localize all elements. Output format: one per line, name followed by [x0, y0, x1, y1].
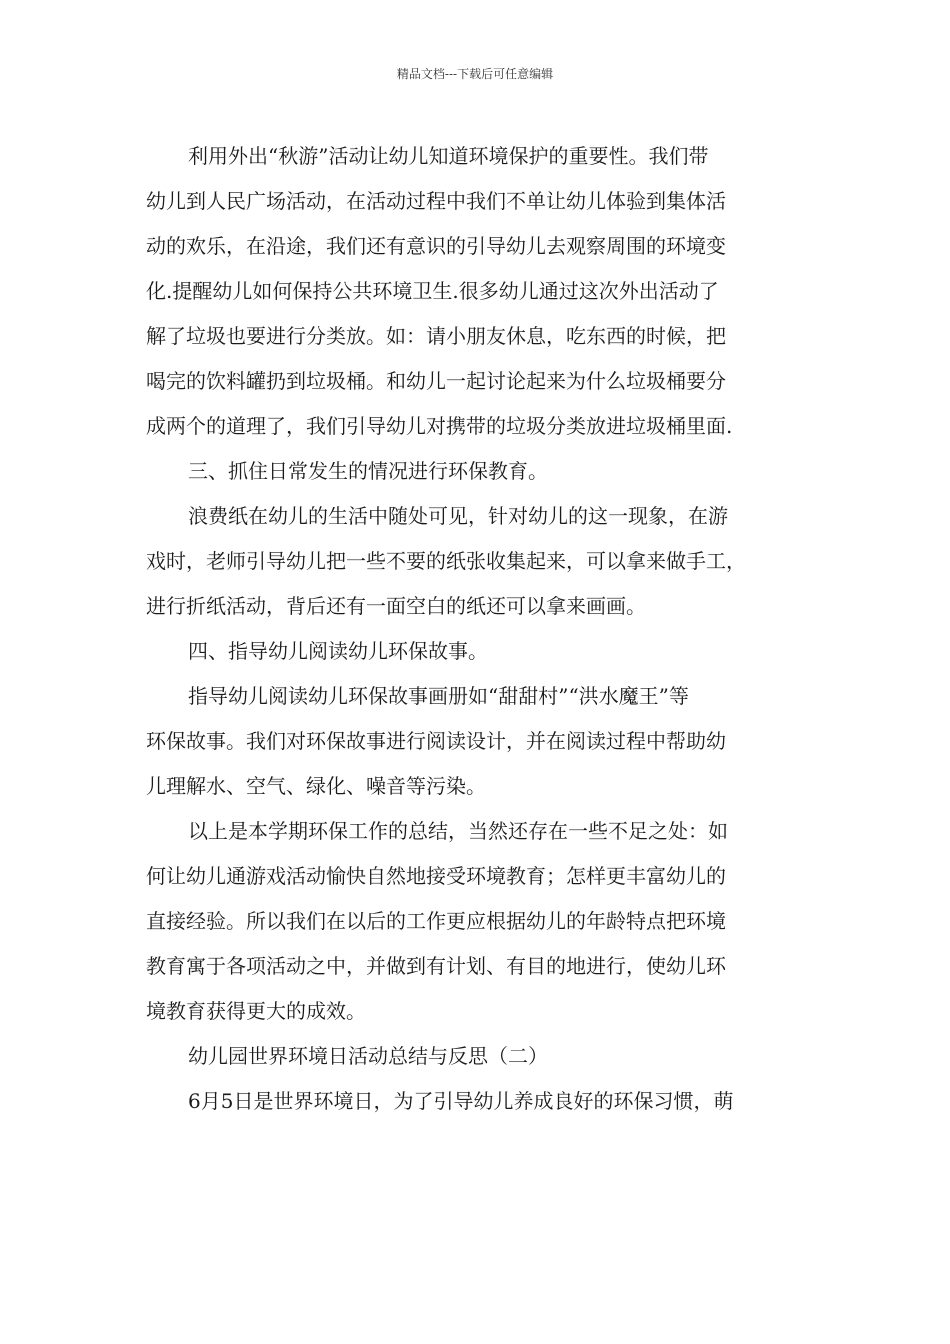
text-line: 儿理解水、空气、绿化、噪音等污染。 — [146, 774, 486, 798]
text-line: 喝完的饮料罐扔到垃圾桶。和幼儿一起讨论起来为什么垃圾桶要分 — [146, 369, 726, 393]
text-line: 动的欢乐，在沿途，我们还有意识的引导幼儿去观察周围的环境变 — [146, 234, 726, 258]
text-line: 幼儿到人民广场活动，在活动过程中我们不单让幼儿体验到集体活 — [146, 189, 726, 213]
text-line: 浪费纸在幼儿的生活中随处可见，针对幼儿的这一现象，在游 — [188, 504, 728, 528]
text-line: 指导幼儿阅读幼儿环保故事画册如“甜甜村”“洪水魔王”等 — [188, 684, 689, 708]
text-line: 戏时，老师引导幼儿把一些不要的纸张收集起来，可以拿来做手工， — [146, 549, 746, 573]
text-line: 化.提醒幼儿如何保持公共环境卫生.很多幼儿通过这次外出活动了 — [146, 279, 719, 303]
text-line: 教育寓于各项活动之中，并做到有计划、有目的地进行，使幼儿环 — [146, 954, 726, 978]
text-line: 环保故事。我们对环保故事进行阅读设计，并在阅读过程中帮助幼 — [146, 729, 726, 753]
text-line: 6月5日是世界环境日，为了引导幼儿养成良好的环保习惯，萌 — [188, 1089, 734, 1113]
text-line: 幼儿园世界环境日活动总结与反思（二） — [188, 1044, 548, 1068]
text-line: 解了垃圾也要进行分类放。如：请小朋友休息，吃东西的时候，把 — [146, 324, 726, 348]
text-line: 以上是本学期环保工作的总结，当然还存在一些不足之处：如 — [188, 819, 728, 843]
text-line: 境教育获得更大的成效。 — [146, 999, 366, 1023]
text-line: 利用外出“秋游”活动让幼儿知道环境保护的重要性。我们带 — [188, 144, 709, 168]
text-line: 三、抓住日常发生的情况进行环保教育。 — [188, 459, 548, 483]
text-line: 进行折纸活动，背后还有一面空白的纸还可以拿来画画。 — [146, 594, 646, 618]
text-line: 四、指导幼儿阅读幼儿环保故事。 — [188, 639, 488, 663]
text-line: 何让幼儿通游戏活动愉快自然地接受环境教育；怎样更丰富幼儿的 — [146, 864, 726, 888]
text-line: 直接经验。所以我们在以后的工作更应根据幼儿的年龄特点把环境 — [146, 909, 726, 933]
page-header: 精品文档---下载后可任意编辑 — [396, 67, 554, 81]
text-line: 成两个的道理了，我们引导幼儿对携带的垃圾分类放进垃圾桶里面. — [146, 414, 733, 438]
document-body — [146, 134, 806, 1124]
